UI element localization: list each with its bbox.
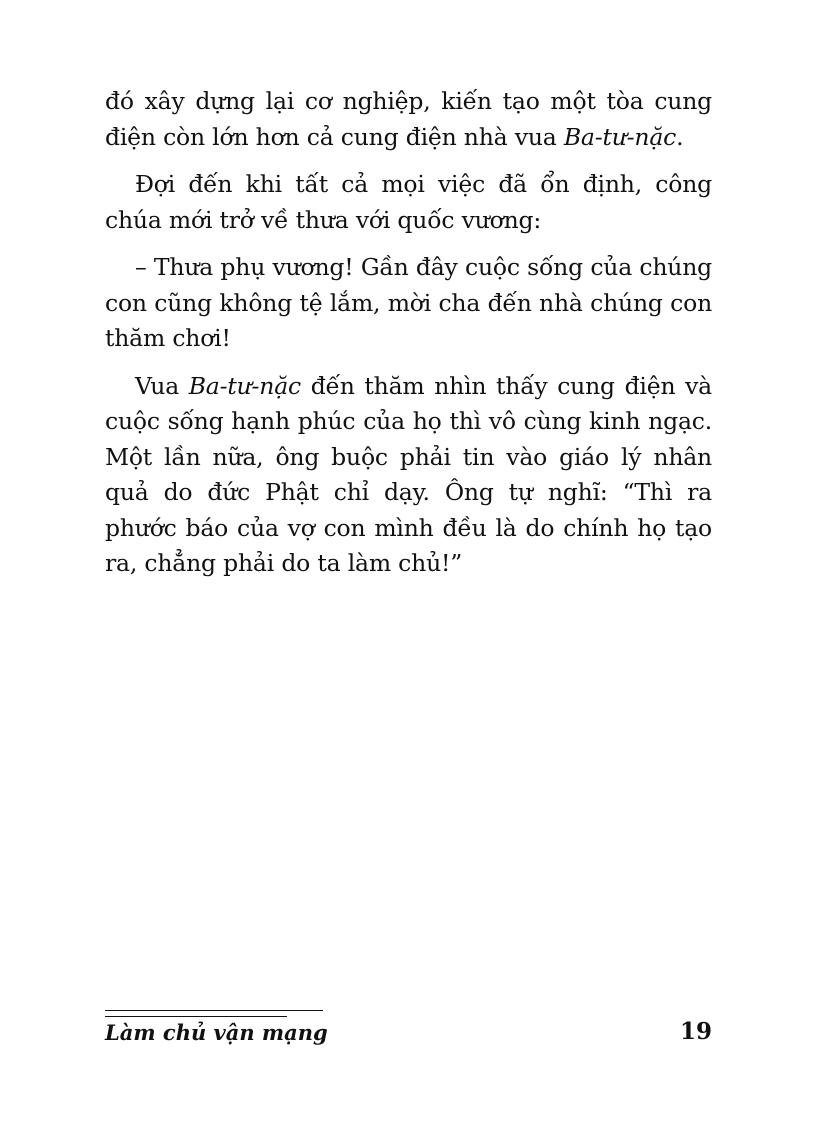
paragraph-1 bbox=[105, 84, 712, 155]
paragraph-2 bbox=[105, 167, 712, 238]
paragraph-4 bbox=[105, 369, 712, 582]
page-number: 19 bbox=[679, 1018, 712, 1045]
page-body bbox=[105, 84, 712, 594]
footer-book-title: Làm chủ vận mạng bbox=[105, 1020, 328, 1045]
paragraph-3-dialogue bbox=[105, 250, 712, 357]
paragraph-1-text: đó xây dựng lại cơ nghiệp, kiến tạo một tòa cung điện còn lớn hơn cả cung điện nhà vua bbox=[105, 87, 712, 151]
footer-rule-top bbox=[105, 1010, 323, 1011]
paragraph-1-name: Ba-tư-nặc bbox=[563, 122, 677, 151]
paragraph-3-text: – Thưa phụ vương! Gần đây cuộc sống của chúng con cũng không tệ lắm, mời cha đến nhà chúng con thăm chơi! bbox=[105, 253, 712, 352]
paragraph-2-text: Đợi đến khi tất cả mọi việc đã ổn định, công chúa mới trở về thưa với quốc vương: bbox=[105, 170, 712, 234]
footer-rule-bottom bbox=[105, 1016, 287, 1017]
paragraph-4-head: Vua bbox=[135, 371, 189, 400]
paragraph-4-text: đến thăm nhìn thấy cung điện và cuộc sống hạnh phúc của họ thì vô cùng kinh ngạc. Một lần nữa, ông buộc phải tin vào giáo lý nhân quả do đức Phật chỉ dạy. Ông tự nghĩ: “Thì ra phước báo của vợ con mình đều là do chính họ tạo ra, chẳng phải do ta làm chủ!” bbox=[105, 371, 712, 577]
paragraph-1-tail: . bbox=[676, 122, 684, 151]
paragraph-4-name: Ba-tư-nặc bbox=[188, 371, 301, 400]
